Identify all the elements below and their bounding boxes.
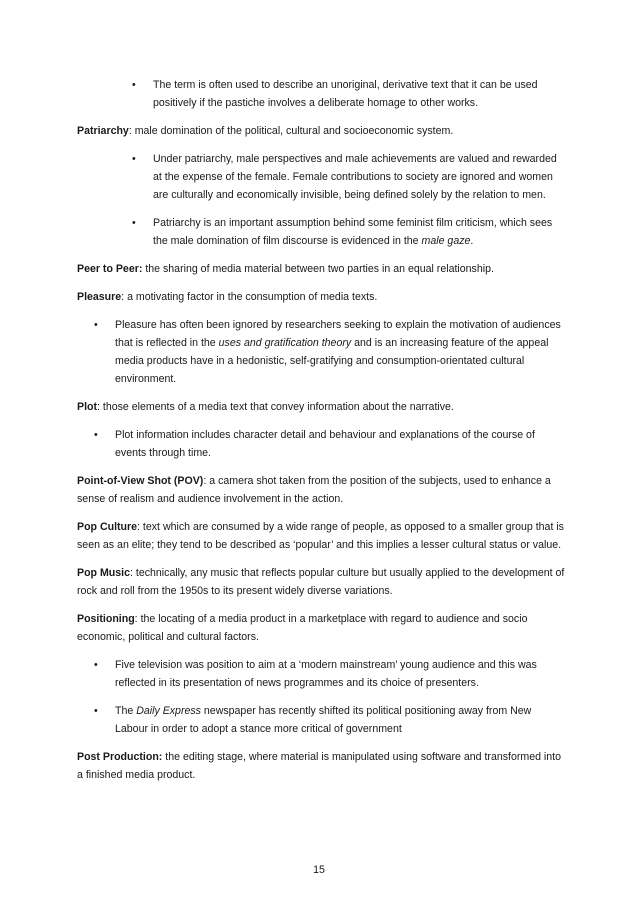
glossary-definition: those elements of a media text that convey information about the narrative. (102, 401, 454, 413)
bullet-text (153, 214, 567, 250)
bullet-text-segment: uses and gratification theory (218, 337, 352, 349)
glossary-definition: male domination of the political, cultural and socioeconomic system. (134, 125, 454, 137)
glossary-definition: the editing stage, where material is manipulated using software and transformed into a finished media product. (77, 751, 562, 781)
bullet-text-segment: Daily Express (136, 705, 201, 717)
bullet-icon: • (94, 659, 98, 671)
bullet-icon: • (132, 79, 136, 91)
bullet-icon: • (132, 153, 136, 165)
glossary-term: Plot (77, 401, 98, 413)
bullet-text-segment: and is an increasing feature of the appeal media products have in a hedonistic, self-gratifying and consumption-orientated cultural environment. (115, 337, 549, 385)
glossary-entry: Positioning: the locating of a media product in a marketplace with regard to audience and socio economic, political and cultural factors. (77, 613, 528, 643)
glossary-term: Patriarchy (77, 125, 129, 137)
bullet-text-segment: The term is often used to describe an unoriginal, derivative text that it can be used positively if the pastiche involves a deliberate homage to other works. (153, 79, 538, 109)
glossary-entry: Pleasure: a motivating factor in the consumption of media texts. (77, 291, 378, 303)
glossary-term: Peer to Peer: (77, 263, 143, 275)
bullet-icon: • (94, 319, 98, 331)
glossary-term: Positioning (77, 613, 135, 625)
glossary-definition: technically, any music that reflects popular culture but usually applied to the development of rock and roll from the 1950s to its present widely diverse variations. (77, 567, 565, 597)
glossary-entry: Point-of-View Shot (POV): a camera shot taken from the position of the subjects, used to enhance a sense of realism and audience involvement in the action. (77, 475, 551, 505)
bullet-item (77, 76, 567, 112)
bullet-text (115, 426, 567, 462)
bullet-text-segment: Pleasure has often been ignored by researchers seeking to explain the motivation of audiences that is reflected in the (115, 319, 561, 349)
bullet-text (115, 316, 567, 388)
bullet-text-segment: Under patriarchy, male perspectives and male achievements are valued and rewarded at the expense of the female. Female contributions to society are ignored and women are culturally and economically invisible, being defined solely by the relation to men. (153, 153, 557, 201)
bullet-text-segment: Plot information includes character detail and behaviour and explanations of the course of events through time. (115, 429, 535, 459)
glossary-term: Pop Music (77, 567, 130, 579)
bullet-item (77, 316, 567, 388)
glossary-definition: the locating of a media product in a marketplace with regard to audience and socio economic, political and cultural factors. (77, 613, 528, 643)
bullet-item (77, 702, 567, 738)
bullet-item (77, 656, 567, 692)
glossary-definition: a motivating factor in the consumption of media texts. (127, 291, 378, 303)
bullet-text-segment: Five television was position to aim at a ‘modern mainstream’ young audience and this was reflected in its presentation of news programmes and its choice of presenters. (115, 659, 537, 689)
bullet-text (115, 702, 567, 738)
bullet-text-segment: . (470, 235, 474, 247)
glossary-definition: text which are consumed by a wide range of people, as opposed to a smaller group that is seen as an elite; they tend to be described as ‘popular’ and this implies a lesser cultural status or value. (77, 521, 564, 551)
bullet-icon: • (94, 705, 98, 717)
glossary-term: Pleasure (77, 291, 122, 303)
bullet-item (77, 426, 567, 462)
bullet-text-segment: male gaze (421, 235, 471, 247)
page-number: 15 (313, 864, 325, 876)
bullet-text-segment: The (115, 705, 137, 717)
glossary-entry (77, 748, 567, 784)
glossary-entry: Pop Culture: text which are consumed by a wide range of people, as opposed to a smaller group that is seen as an elite; they tend to be described as ‘popular’ and this implies a lesser cultural status or value. (77, 521, 564, 551)
glossary-entry (77, 260, 567, 278)
glossary-definition: the sharing of media material between two parties in an equal relationship. (145, 263, 494, 275)
glossary-definition: a camera shot taken from the position of the subjects, used to enhance a sense of realism and audience involvement in the action. (77, 475, 551, 505)
bullet-text (153, 76, 567, 112)
glossary-content (77, 76, 567, 794)
glossary-term: Pop Culture (77, 521, 138, 533)
glossary-entry: Patriarchy: male domination of the political, cultural and socioeconomic system. (77, 125, 454, 137)
bullet-icon: • (94, 429, 98, 441)
glossary-entry: Pop Music: technically, any music that reflects popular culture but usually applied to the development of rock and roll from the 1950s to its present widely diverse variations. (77, 567, 565, 597)
bullet-text (115, 656, 567, 692)
bullet-item (77, 150, 567, 204)
glossary-entry: Plot: those elements of a media text that convey information about the narrative. (77, 401, 454, 413)
bullet-icon: • (132, 217, 136, 229)
bullet-text (153, 150, 567, 204)
bullet-item (77, 214, 567, 250)
bullet-text-segment: Patriarchy is an important assumption behind some feminist film criticism, which sees the male domination of film discourse is evidenced in the (153, 217, 553, 247)
bullet-text-segment: newspaper has recently shifted its political positioning away from New Labour in order to adopt a stance more critical of government (115, 705, 532, 735)
glossary-term: Point-of-View Shot (POV) (77, 475, 204, 487)
glossary-term: Post Production: (77, 751, 163, 763)
